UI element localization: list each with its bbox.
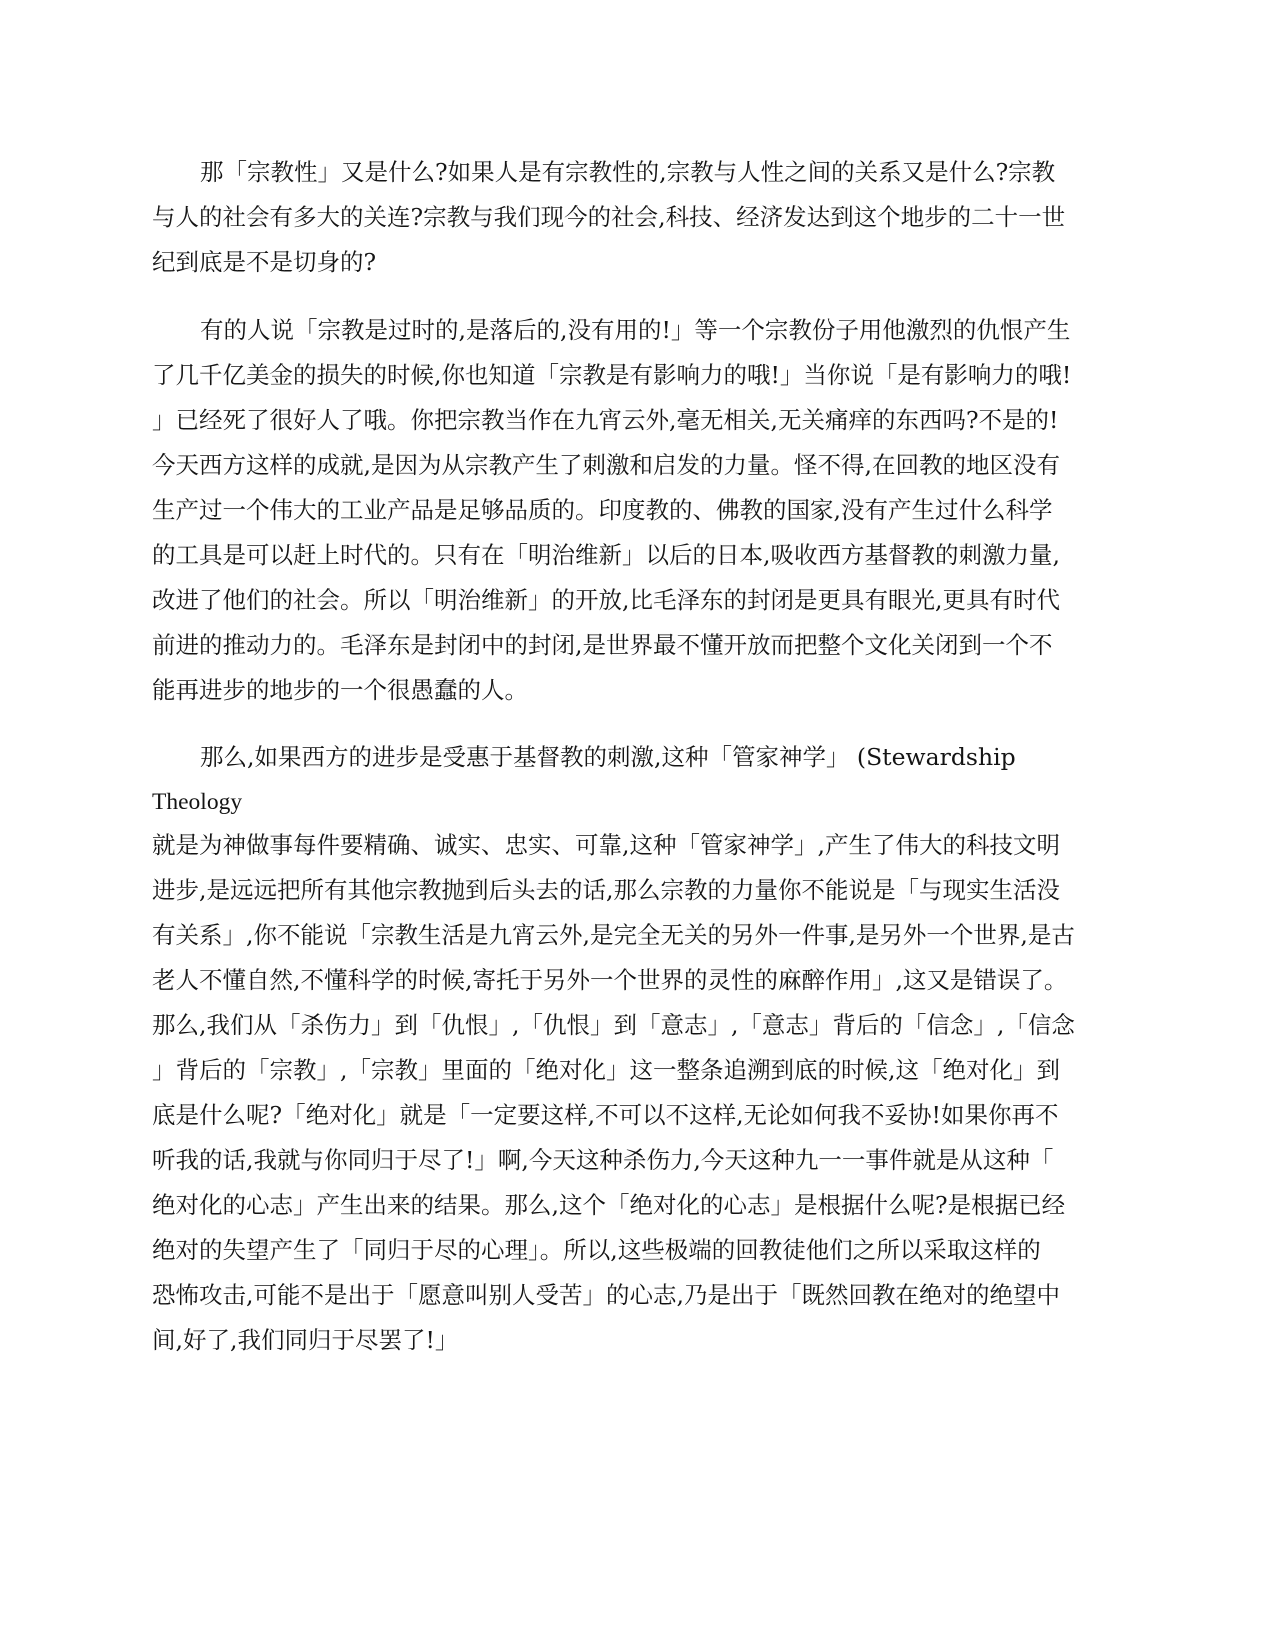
paragraph-3-line-4: 进步,是远远把所有其他宗教抛到后头去的话,那么宗教的力量你不能说是「与现实生活没 <box>152 876 1060 904</box>
paragraph-1-line-3: 纪到底是不是切身的? <box>152 248 377 276</box>
paragraph-3-line-2: Theology <box>152 789 243 815</box>
paragraph-3-line-8: 」背后的「宗教」,「宗教」里面的「绝对化」这一整条追溯到底的时候,这「绝对化」到 <box>152 1056 1060 1084</box>
paragraph-3-line-12: 绝对的失望产生了「同归于尽的心理」。所以,这些极端的回教徒他们之所以采取这样的 <box>152 1236 1041 1264</box>
paragraph-3-line-13: 恐怖攻击,可能不是出于「愿意叫别人受苦」的心志,乃是出于「既然回教在绝对的绝望中 <box>152 1281 1060 1309</box>
paragraph-2-line-8: 前进的推动力的。毛泽东是封闭中的封闭,是世界最不懂开放而把整个文化关闭到一个不 <box>152 631 1053 659</box>
paragraph-2-line-2: 了几千亿美金的损失的时候,你也知道「宗教是有影响力的哦!」当你说「是有影响力的哦! <box>152 361 1072 389</box>
paragraph-1-line-1: 那「宗教性」又是什么?如果人是有宗教性的,宗教与人性之间的关系又是什么?宗教 <box>200 158 1056 186</box>
paragraph-3-line-5: 有关系」,你不能说「宗教生活是九宵云外,是完全无关的另外一件事,是另外一个世界,是古 <box>152 921 1075 949</box>
paragraph-3-line-9: 底是什么呢?「绝对化」就是「一定要这样,不可以不这样,无论如何我不妥协!如果你再不 <box>152 1101 1059 1129</box>
paragraph-2-line-6: 的工具是可以赶上时代的。只有在「明治维新」以后的日本,吸收西方基督教的刺激力量, <box>152 541 1060 569</box>
paragraph-3-line-3: 就是为神做事每件要精确、诚实、忠实、可靠,这种「管家神学」,产生了伟大的科技文明 <box>152 831 1060 859</box>
paragraph-2-line-3: 」已经死了很好人了哦。你把宗教当作在九宵云外,毫无相关,无关痛痒的东西吗?不是的! <box>152 406 1059 434</box>
paragraph-3-line-6: 老人不懂自然,不懂科学的时候,寄托于另外一个世界的灵性的麻醉作用」,这又是错误了。 <box>152 966 1068 994</box>
paragraph-3-line-14: 间,好了,我们同归于尽罢了!」 <box>152 1326 459 1354</box>
paragraph-2-line-9: 能再进步的地步的一个很愚蠢的人。 <box>152 676 528 704</box>
paragraph-2-line-5: 生产过一个伟大的工业产品是足够品质的。印度教的、佛教的国家,没有产生过什么科学 <box>152 496 1053 524</box>
paragraph-2-line-1: 有的人说「宗教是过时的,是落后的,没有用的!」等一个宗教份子用他激烈的仇恨产生 <box>200 316 1071 344</box>
paragraph-2-line-7: 改进了他们的社会。所以「明治维新」的开放,比毛泽东的封闭是更具有眼光,更具有时代 <box>152 586 1060 614</box>
paragraph-3-line-11: 绝对化的心志」产生出来的结果。那么,这个「绝对化的心志」是根据什么呢?是根据已经 <box>152 1191 1066 1219</box>
paragraph-3-line-10: 听我的话,我就与你同归于尽了!」啊,今天这种杀伤力,今天这种九一一事件就是从这种「 <box>152 1146 1054 1174</box>
paragraph-3-line-1: 那么,如果西方的进步是受惠于基督教的刺激,这种「管家神学」 (Stewardship <box>200 743 1016 771</box>
paragraph-2-line-4: 今天西方这样的成就,是因为从宗教产生了刺激和启发的力量。怪不得,在回教的地区没有 <box>152 451 1060 479</box>
paragraph-1-line-2: 与人的社会有多大的关连?宗教与我们现今的社会,科技、经济发达到这个地步的二十一世 <box>152 203 1066 231</box>
paragraph-3-line-7: 那么,我们从「杀伤力」到「仇恨」,「仇恨」到「意志」,「意志」背后的「信念」,「信念 <box>152 1011 1075 1039</box>
